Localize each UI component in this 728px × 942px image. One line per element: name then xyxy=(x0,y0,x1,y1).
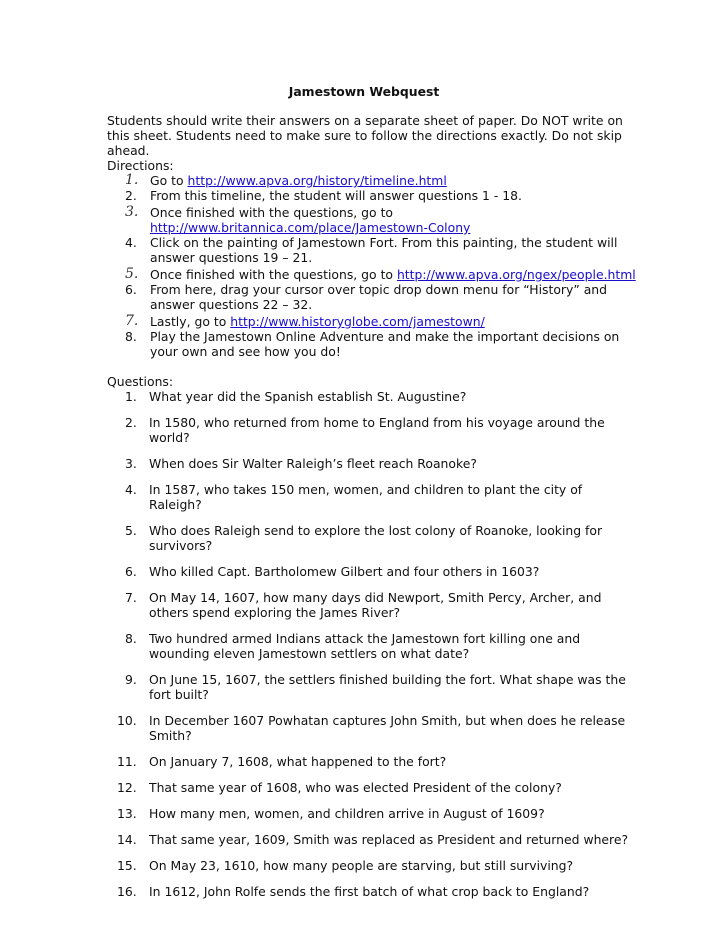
questions-list xyxy=(107,389,637,899)
direction-item xyxy=(107,188,637,203)
direction-number: 6. xyxy=(125,282,137,297)
question-item xyxy=(107,780,637,795)
question-number: 1. xyxy=(125,389,137,404)
direction-text: Once finished with the questions, go to xyxy=(150,205,394,220)
question-text: Who killed Capt. Bartholomew Gilbert and four others in 1603? xyxy=(149,564,540,579)
direction-item xyxy=(107,235,637,265)
intro-paragraph: Students should write their answers on a separate sheet of paper. Do NOT write on this sheet. Students need to make sure to follow the directions exactly. Do not skip ahead. xyxy=(107,113,623,158)
direction-link[interactable]: http://www.apva.org/history/timeline.html xyxy=(187,173,447,188)
question-text: In 1612, John Rolfe sends the first batch of what crop back to England? xyxy=(149,884,590,899)
directions-list xyxy=(107,173,637,359)
question-item xyxy=(107,713,637,743)
question-item xyxy=(107,482,637,512)
question-number: 14. xyxy=(117,832,137,847)
question-text: On January 7, 1608, what happened to the fort? xyxy=(149,754,447,769)
question-text: In 1580, who returned from home to England from his voyage around the world? xyxy=(149,415,605,445)
question-text: That same year of 1608, who was elected President of the colony? xyxy=(149,780,562,795)
question-number: 13. xyxy=(117,806,137,821)
question-item xyxy=(107,884,637,899)
question-number: 7. xyxy=(125,590,137,605)
question-text: That same year, 1609, Smith was replaced as President and returned where? xyxy=(149,832,629,847)
directions-label: Directions: xyxy=(107,158,174,173)
questions-label: Questions: xyxy=(107,374,174,389)
direction-text: Click on the painting of Jamestown Fort. From this painting, the student will answer questions 19 – 21. xyxy=(150,235,618,265)
question-text: What year did the Spanish establish St. Augustine? xyxy=(149,389,467,404)
question-text: When does Sir Walter Raleigh’s fleet reach Roanoke? xyxy=(149,456,477,471)
question-text: On May 14, 1607, how many days did Newport, Smith Percy, Archer, and others spend exploring the James River? xyxy=(149,590,602,620)
question-item xyxy=(107,590,637,620)
question-item xyxy=(107,389,637,404)
question-number: 2. xyxy=(125,415,137,430)
question-number: 11. xyxy=(117,754,137,769)
question-item xyxy=(107,456,637,471)
page-title: Jamestown Webquest xyxy=(288,84,440,99)
direction-item xyxy=(107,173,637,188)
question-text: Two hundred armed Indians attack the Jamestown fort killing one and wounding eleven Jamestown settlers on what date? xyxy=(149,631,581,661)
question-item xyxy=(107,806,637,821)
direction-text: From this timeline, the student will answer questions 1 - 18. xyxy=(150,188,522,203)
direction-item xyxy=(107,329,637,359)
question-item xyxy=(107,523,637,553)
direction-item xyxy=(107,282,637,312)
direction-number: 1. xyxy=(125,172,139,188)
question-text: On May 23, 1610, how many people are starving, but still surviving? xyxy=(149,858,574,873)
directions-section xyxy=(107,158,637,359)
question-text: In December 1607 Powhatan captures John Smith, but when does he release Smith? xyxy=(149,713,626,743)
direction-number: 5. xyxy=(125,266,139,282)
question-text: On June 15, 1607, the settlers finished building the fort. What shape was the fort built? xyxy=(149,672,626,702)
question-text: How many men, women, and children arrive in August of 1609? xyxy=(149,806,545,821)
direction-text: Once finished with the questions, go to xyxy=(150,267,397,282)
question-item xyxy=(107,754,637,769)
question-item xyxy=(107,631,637,661)
question-number: 8. xyxy=(125,631,137,646)
direction-text: From here, drag your cursor over topic drop down menu for “History” and answer questions 22 – 32. xyxy=(150,282,608,312)
direction-link[interactable]: http://www.britannica.com/place/Jamestown-Colony xyxy=(150,220,471,235)
question-number: 16. xyxy=(117,884,137,899)
question-number: 12. xyxy=(117,780,137,795)
question-number: 5. xyxy=(125,523,137,538)
question-number: 6. xyxy=(125,564,137,579)
direction-number: 8. xyxy=(125,329,137,344)
question-number: 9. xyxy=(125,672,137,687)
question-number: 15. xyxy=(117,858,137,873)
question-item xyxy=(107,832,637,847)
direction-number: 3. xyxy=(125,204,139,220)
direction-item xyxy=(107,267,637,282)
question-item xyxy=(107,672,637,702)
direction-text: Play the Jamestown Online Adventure and make the important decisions on your own and see how you do! xyxy=(150,329,620,359)
question-text: In 1587, who takes 150 men, women, and children to plant the city of Raleigh? xyxy=(149,482,583,512)
direction-text: Lastly, go to xyxy=(150,314,231,329)
question-text: Who does Raleigh send to explore the lost colony of Roanoke, looking for survivors? xyxy=(149,523,603,553)
direction-text: Go to xyxy=(150,173,188,188)
question-item xyxy=(107,858,637,873)
direction-number: 7. xyxy=(125,313,139,329)
direction-item xyxy=(107,314,637,329)
question-item xyxy=(107,415,637,445)
direction-number: 4. xyxy=(125,235,137,250)
question-number: 10. xyxy=(117,713,137,728)
direction-link[interactable]: http://www.historyglobe.com/jamestown/ xyxy=(230,314,485,329)
question-item xyxy=(107,564,637,579)
direction-item xyxy=(107,205,637,235)
question-number: 4. xyxy=(125,482,137,497)
question-number: 3. xyxy=(125,456,137,471)
direction-link[interactable]: http://www.apva.org/ngex/people.html xyxy=(396,267,636,282)
direction-number: 2. xyxy=(125,188,137,203)
